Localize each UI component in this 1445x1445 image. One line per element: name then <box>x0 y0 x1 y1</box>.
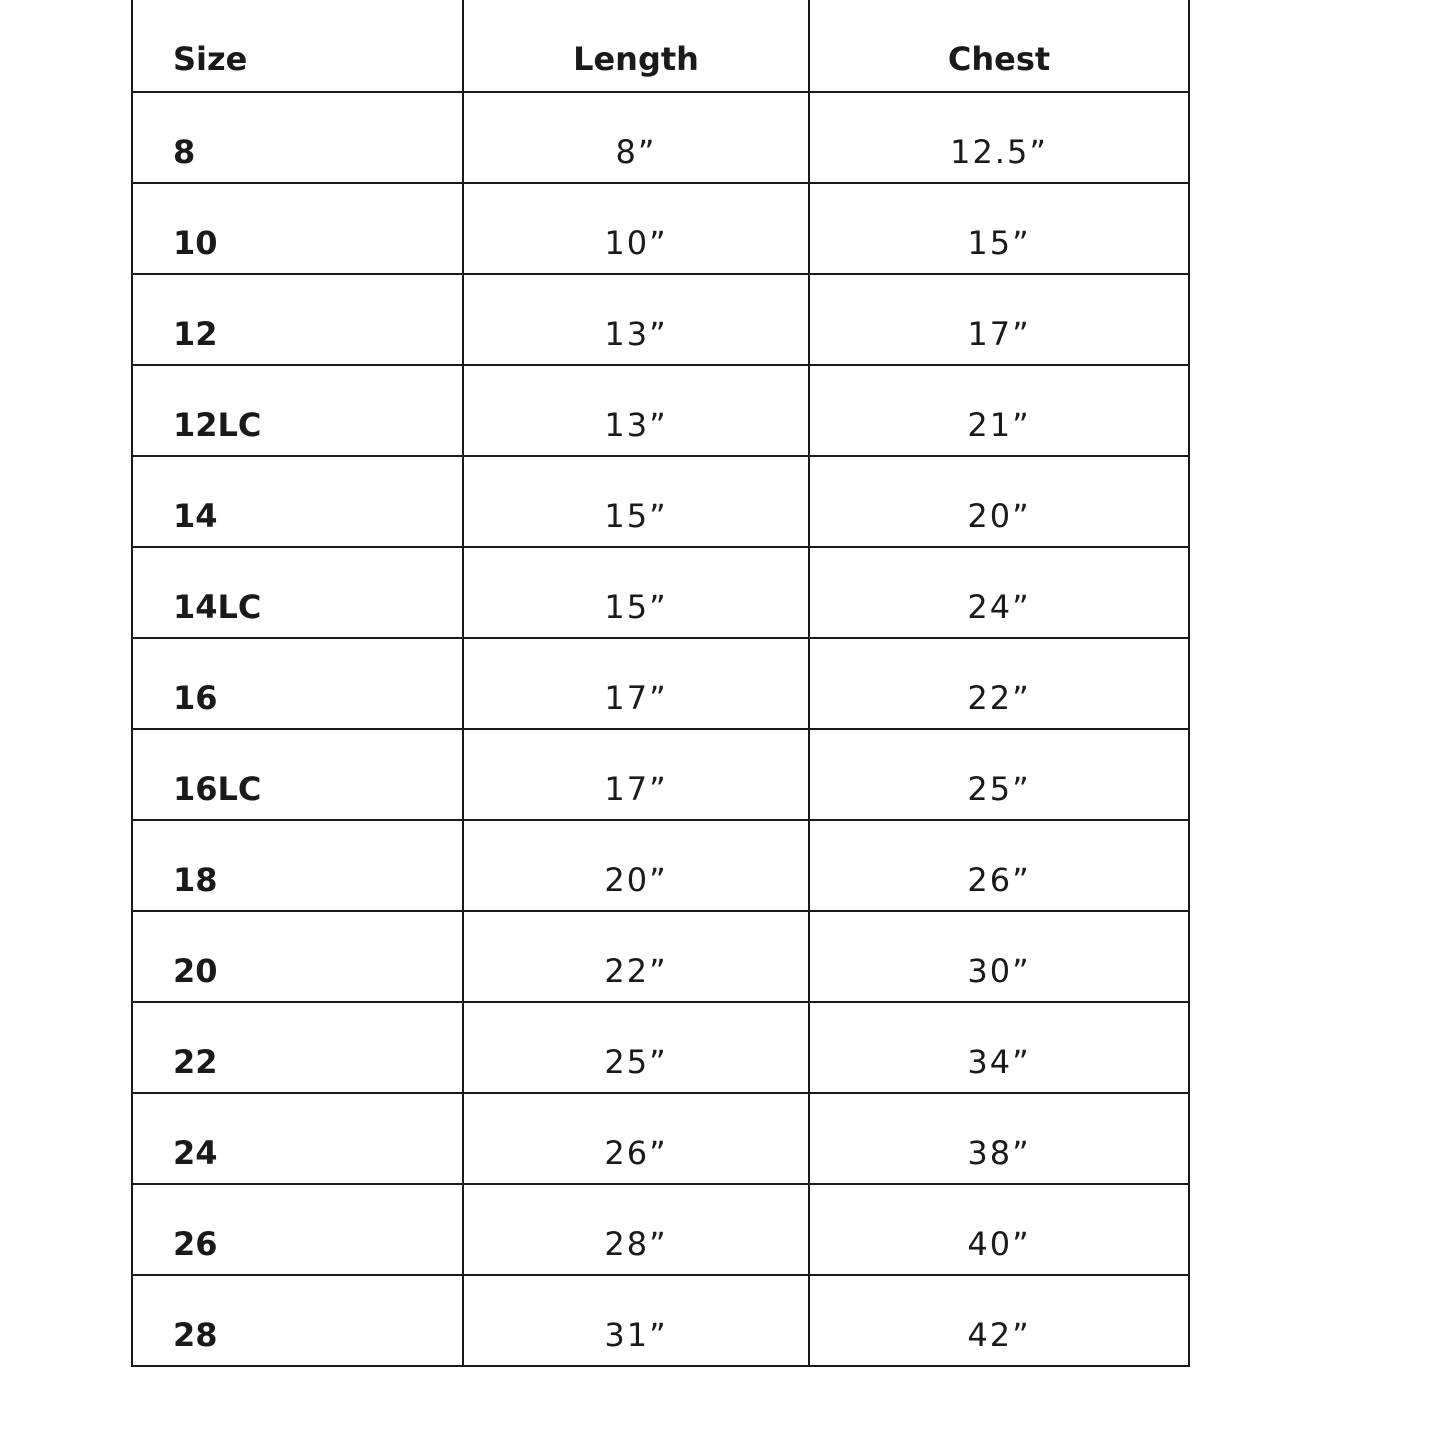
table-row <box>132 820 1189 911</box>
cell-length: 20” <box>463 820 809 911</box>
table-row <box>132 638 1189 729</box>
cell-size: 12LC <box>132 365 463 456</box>
cell-size: 10 <box>132 183 463 274</box>
cell-size: 22 <box>132 1002 463 1093</box>
cell-length: 31” <box>463 1275 809 1366</box>
cell-chest: 34” <box>809 1002 1189 1093</box>
cell-chest: 21” <box>809 365 1189 456</box>
table-row <box>132 1002 1189 1093</box>
cell-chest: 22” <box>809 638 1189 729</box>
cell-chest: 40” <box>809 1184 1189 1275</box>
cell-chest: 26” <box>809 820 1189 911</box>
cell-size: 28 <box>132 1275 463 1366</box>
cell-size: 12 <box>132 274 463 365</box>
cell-length: 13” <box>463 274 809 365</box>
cell-chest: 25” <box>809 729 1189 820</box>
cell-chest: 15” <box>809 183 1189 274</box>
cell-length: 13” <box>463 365 809 456</box>
cell-length: 26” <box>463 1093 809 1184</box>
cell-size: 26 <box>132 1184 463 1275</box>
cell-length: 10” <box>463 183 809 274</box>
size-chart-body <box>132 92 1189 1366</box>
table-row <box>132 274 1189 365</box>
cell-size: 18 <box>132 820 463 911</box>
cell-size: 8 <box>132 92 463 183</box>
cell-chest: 42” <box>809 1275 1189 1366</box>
cell-length: 25” <box>463 1002 809 1093</box>
cell-chest: 17” <box>809 274 1189 365</box>
cell-chest: 20” <box>809 456 1189 547</box>
cell-chest: 38” <box>809 1093 1189 1184</box>
cell-size: 20 <box>132 911 463 1002</box>
table-row <box>132 365 1189 456</box>
table-row <box>132 1275 1189 1366</box>
cell-chest: 30” <box>809 911 1189 1002</box>
cell-size: 16 <box>132 638 463 729</box>
cell-size: 14LC <box>132 547 463 638</box>
cell-length: 28” <box>463 1184 809 1275</box>
cell-chest: 24” <box>809 547 1189 638</box>
table-row <box>132 92 1189 183</box>
size-chart-header <box>132 0 1189 92</box>
cell-length: 22” <box>463 911 809 1002</box>
table-row <box>132 547 1189 638</box>
table-row <box>132 1184 1189 1275</box>
header-length: Length <box>463 0 809 92</box>
cell-length: 15” <box>463 456 809 547</box>
table-row <box>132 183 1189 274</box>
cell-size: 24 <box>132 1093 463 1184</box>
table-row <box>132 456 1189 547</box>
cell-size: 14 <box>132 456 463 547</box>
header-size: Size <box>132 0 463 92</box>
table-row <box>132 1093 1189 1184</box>
cell-size: 16LC <box>132 729 463 820</box>
cell-length: 15” <box>463 547 809 638</box>
header-row <box>132 0 1189 92</box>
cell-length: 17” <box>463 638 809 729</box>
table-row <box>132 911 1189 1002</box>
table-row <box>132 729 1189 820</box>
cell-length: 8” <box>463 92 809 183</box>
cell-length: 17” <box>463 729 809 820</box>
header-chest: Chest <box>809 0 1189 92</box>
cell-chest: 12.5” <box>809 92 1189 183</box>
size-chart-table <box>131 0 1190 1367</box>
